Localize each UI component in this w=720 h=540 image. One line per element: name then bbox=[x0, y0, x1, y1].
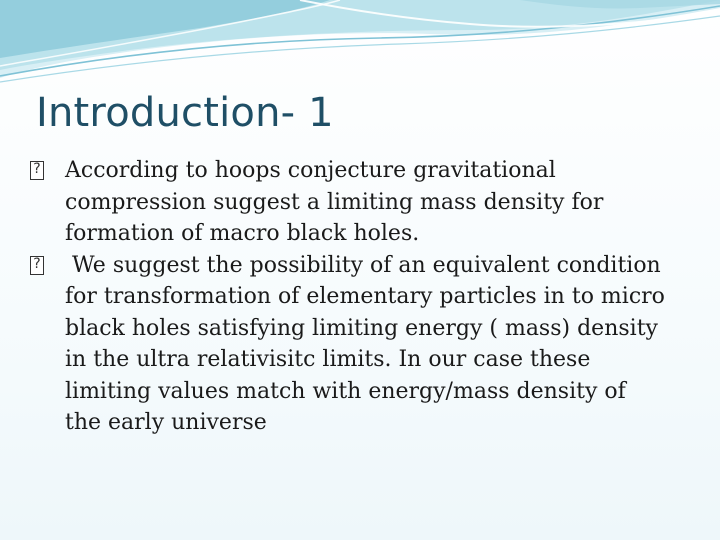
unknown-glyph-box-icon bbox=[30, 161, 44, 180]
slide-title: Introduction- 1 bbox=[36, 90, 334, 136]
bullet-item bbox=[30, 250, 700, 439]
bullet-line: black holes satisfying limiting energy ( mass) density bbox=[65, 315, 658, 341]
bullet-line: for transformation of elementary particles in to micro bbox=[65, 284, 665, 309]
bullet-item bbox=[30, 155, 700, 250]
bullet-line: We suggest the possibility of an equivalent condition bbox=[65, 252, 661, 278]
bullet-line: formation of macro black holes. bbox=[65, 221, 420, 246]
unknown-glyph-box-icon bbox=[30, 256, 44, 275]
header-wave-decoration bbox=[0, 0, 720, 90]
bullet-line: in the ultra relativisitc limits. In our case these bbox=[65, 347, 591, 372]
bullet-line: compression suggest a limiting mass density for bbox=[65, 189, 604, 215]
bullet-line: the early universe bbox=[65, 410, 267, 435]
bullet-line: According to hoops conjecture gravitational bbox=[65, 158, 556, 183]
bullet-list bbox=[30, 155, 700, 439]
bullet-line: limiting values match with energy/mass density of bbox=[65, 378, 626, 404]
